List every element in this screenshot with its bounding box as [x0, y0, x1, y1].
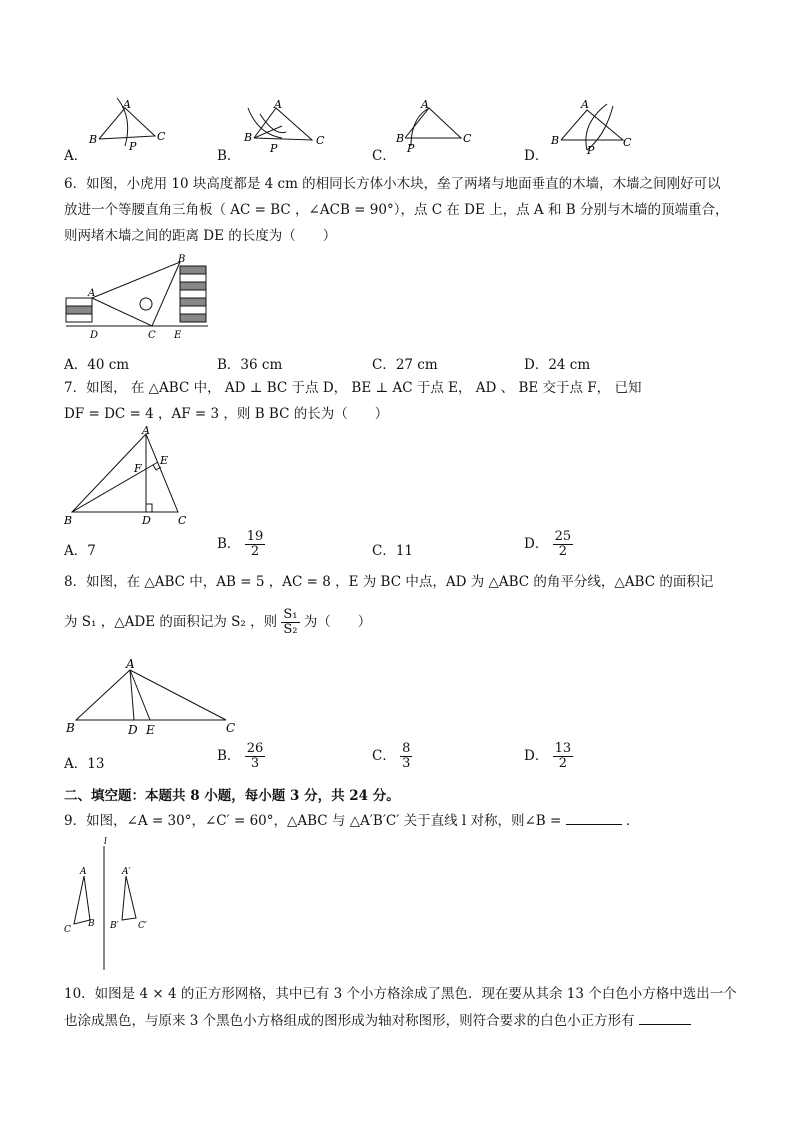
q9-figure: [62, 836, 172, 976]
q10-line-1: 10．如图是 4 × 4 的正方形网格，其中已有 3 个小方格涂成了黑色．现在要从其余 13 个白色小方格中选出一个: [64, 986, 737, 1002]
q6-line-2: 放进一个等腰直角三角板（ AC = BC ，∠ACB = 90°），点 C 在 DE 上，点 A 和 B 分别与木墙的顶端重合，: [64, 202, 729, 218]
q5-options: [0, 96, 794, 166]
q5c-label-c: C: [463, 132, 472, 145]
q8-option-b: [217, 742, 265, 771]
q9-label-a: A: [80, 867, 87, 877]
q8-line-1: 8．如图，在 △ABC 中，AB = 5 ，AC = 8 ，E 为 BC 中点，AD 为 △ABC 的角平分线，△ABC 的面积记: [64, 574, 714, 590]
q8-label-d: D: [128, 723, 138, 737]
q5-figure-a: [85, 96, 175, 156]
q5a-label-c: C: [157, 130, 166, 143]
q10-answer-blank[interactable]: [639, 1024, 691, 1025]
q8-option-a: A．13: [64, 756, 105, 772]
q5-figure-c: [393, 96, 483, 156]
q9-line: [64, 811, 744, 831]
q5c-label-a: A: [421, 98, 429, 111]
q8-option-b-den: 3: [250, 756, 260, 771]
q8-option-b-letter: B．: [217, 748, 241, 764]
q8-label-a: A: [126, 657, 135, 671]
q9-end: ．: [625, 813, 640, 829]
q6-option-c: C．27 cm: [372, 357, 438, 373]
q6-label-d: D: [90, 330, 99, 341]
q6-label-b: B: [178, 254, 186, 265]
q9-label-c-prime: C′: [138, 921, 147, 931]
q8-option-c-letter: C．: [372, 748, 396, 764]
q6-option-b: B．36 cm: [217, 357, 283, 373]
q10-line-2: [64, 1011, 744, 1031]
q9-label-l: l: [104, 837, 107, 847]
q6-line-1: 6．如图，小虎用 10 块高度都是 4 cm 的相同长方体小木块，垒了两堵与地面垂直的木墙，木墙之间刚好可以: [64, 176, 721, 192]
q8-ratio-den: S₂: [283, 622, 298, 637]
q7-figure: [62, 424, 202, 528]
q7-option-d-den: 2: [558, 544, 568, 559]
q7-label-c: C: [178, 514, 187, 527]
q7-label-b: B: [64, 514, 73, 527]
q8-label-b: B: [66, 721, 75, 735]
q7-option-a: A．7: [64, 543, 96, 559]
q7-option-b: [217, 530, 265, 559]
q8-figure: [62, 656, 252, 738]
q6-label-e: E: [174, 330, 182, 341]
q7-label-d: D: [142, 514, 151, 527]
q5c-label-p: P: [407, 142, 415, 155]
q5-figure-b: [240, 96, 335, 156]
q8-option-c-num: 8: [402, 741, 411, 756]
q7-label-e: E: [160, 454, 169, 467]
q7-option-c: C．11: [372, 543, 414, 559]
q5d-label-c: C: [623, 136, 632, 149]
q9-label-b: B: [88, 919, 95, 929]
q6-line-3: 则两堵木墙之间的距离 DE 的长度为（ ）: [64, 228, 337, 244]
q7-option-b-den: 2: [250, 544, 260, 559]
q8-option-d-num: 13: [554, 741, 572, 756]
q7-option-d-letter: D．: [524, 536, 549, 552]
q5-option-a-letter: A．: [64, 148, 88, 164]
q7-option-b-num: 19: [246, 529, 264, 544]
q5-figure-d: [547, 96, 647, 158]
q8-line-2-end: 为（ ）: [303, 614, 372, 630]
q5b-label-c: C: [316, 134, 325, 147]
q8-option-d-letter: D．: [524, 748, 549, 764]
q6-label-c: C: [148, 330, 156, 341]
q5a-label-a: A: [123, 98, 131, 111]
q8-option-b-num: 26: [246, 741, 264, 756]
q8-option-c-fraction: [400, 742, 412, 771]
q6-option-a: A．40 cm: [64, 357, 130, 373]
q7-line-1: 7．如图， 在 △ABC 中， AD ⊥ BC 于点 D， BE ⊥ AC 于点 E， AD 、 BE 交于点 F， 已知: [64, 380, 642, 396]
q8-option-d-fraction: [553, 742, 574, 771]
q7-option-d-fraction: [553, 530, 574, 559]
q10-text: 也涂成黑色，与原来 3 个黑色小方格组成的图形成为轴对称图形，则符合要求的白色小正方形有: [64, 1013, 635, 1029]
q5a-label-b: B: [89, 133, 98, 146]
q7-option-d-num: 25: [554, 529, 572, 544]
q5b-label-b: B: [244, 131, 253, 144]
q8-ratio-fraction: [281, 608, 299, 637]
q5-option-d-letter: D．: [524, 148, 549, 164]
q5-option-c-letter: C．: [372, 148, 396, 164]
q7-label-f: F: [134, 462, 142, 475]
q7-label-a: A: [142, 424, 150, 437]
q5d-label-p: P: [587, 144, 595, 157]
q5d-label-a: A: [581, 98, 589, 111]
q8-option-c-den: 3: [402, 756, 411, 771]
q9-label-c: C: [64, 925, 71, 935]
q5d-label-b: B: [551, 134, 560, 147]
q6-figure: [62, 254, 222, 342]
q6-label-a: A: [88, 288, 96, 299]
q5b-label-a: A: [274, 98, 282, 111]
q9-label-b-prime: B′: [110, 921, 119, 931]
q7-option-b-letter: B．: [217, 536, 241, 552]
q8-option-d-den: 2: [558, 756, 568, 771]
q8-ratio-num: S₁: [283, 607, 298, 622]
q5c-label-b: B: [396, 132, 405, 145]
q8-line-2-start: 为 S₁ ，△ADE 的面积记为 S₂ ，则: [64, 614, 278, 630]
q8-label-e: E: [146, 723, 155, 737]
q8-option-b-fraction: [245, 742, 266, 771]
q9-text: 9．如图，∠A = 30°，∠C′ = 60°，△ABC 与 △A′B′C′ 关于直线 l 对称，则∠B =: [64, 813, 562, 829]
q9-answer-blank[interactable]: [566, 824, 622, 825]
q7-option-b-fraction: [245, 530, 266, 559]
q5b-label-p: P: [270, 142, 278, 155]
q8-option-d: [524, 742, 573, 771]
q8-line-2: [64, 606, 744, 638]
q8-option-c: [372, 742, 412, 771]
q6-option-d: D．24 cm: [524, 357, 591, 373]
q9-label-a-prime: A′: [122, 867, 131, 877]
q7-line-2: DF = DC = 4 ，AF = 3 ，则 B BC 的长为（ ）: [64, 406, 389, 422]
q8-label-c: C: [226, 721, 236, 735]
q7-option-d: [524, 530, 573, 559]
q5-option-b-letter: B．: [217, 148, 241, 164]
section-2-title: 二、填空题：本题共 8 小题，每小题 3 分，共 24 分。: [64, 788, 400, 804]
q5a-label-p: P: [129, 140, 137, 153]
